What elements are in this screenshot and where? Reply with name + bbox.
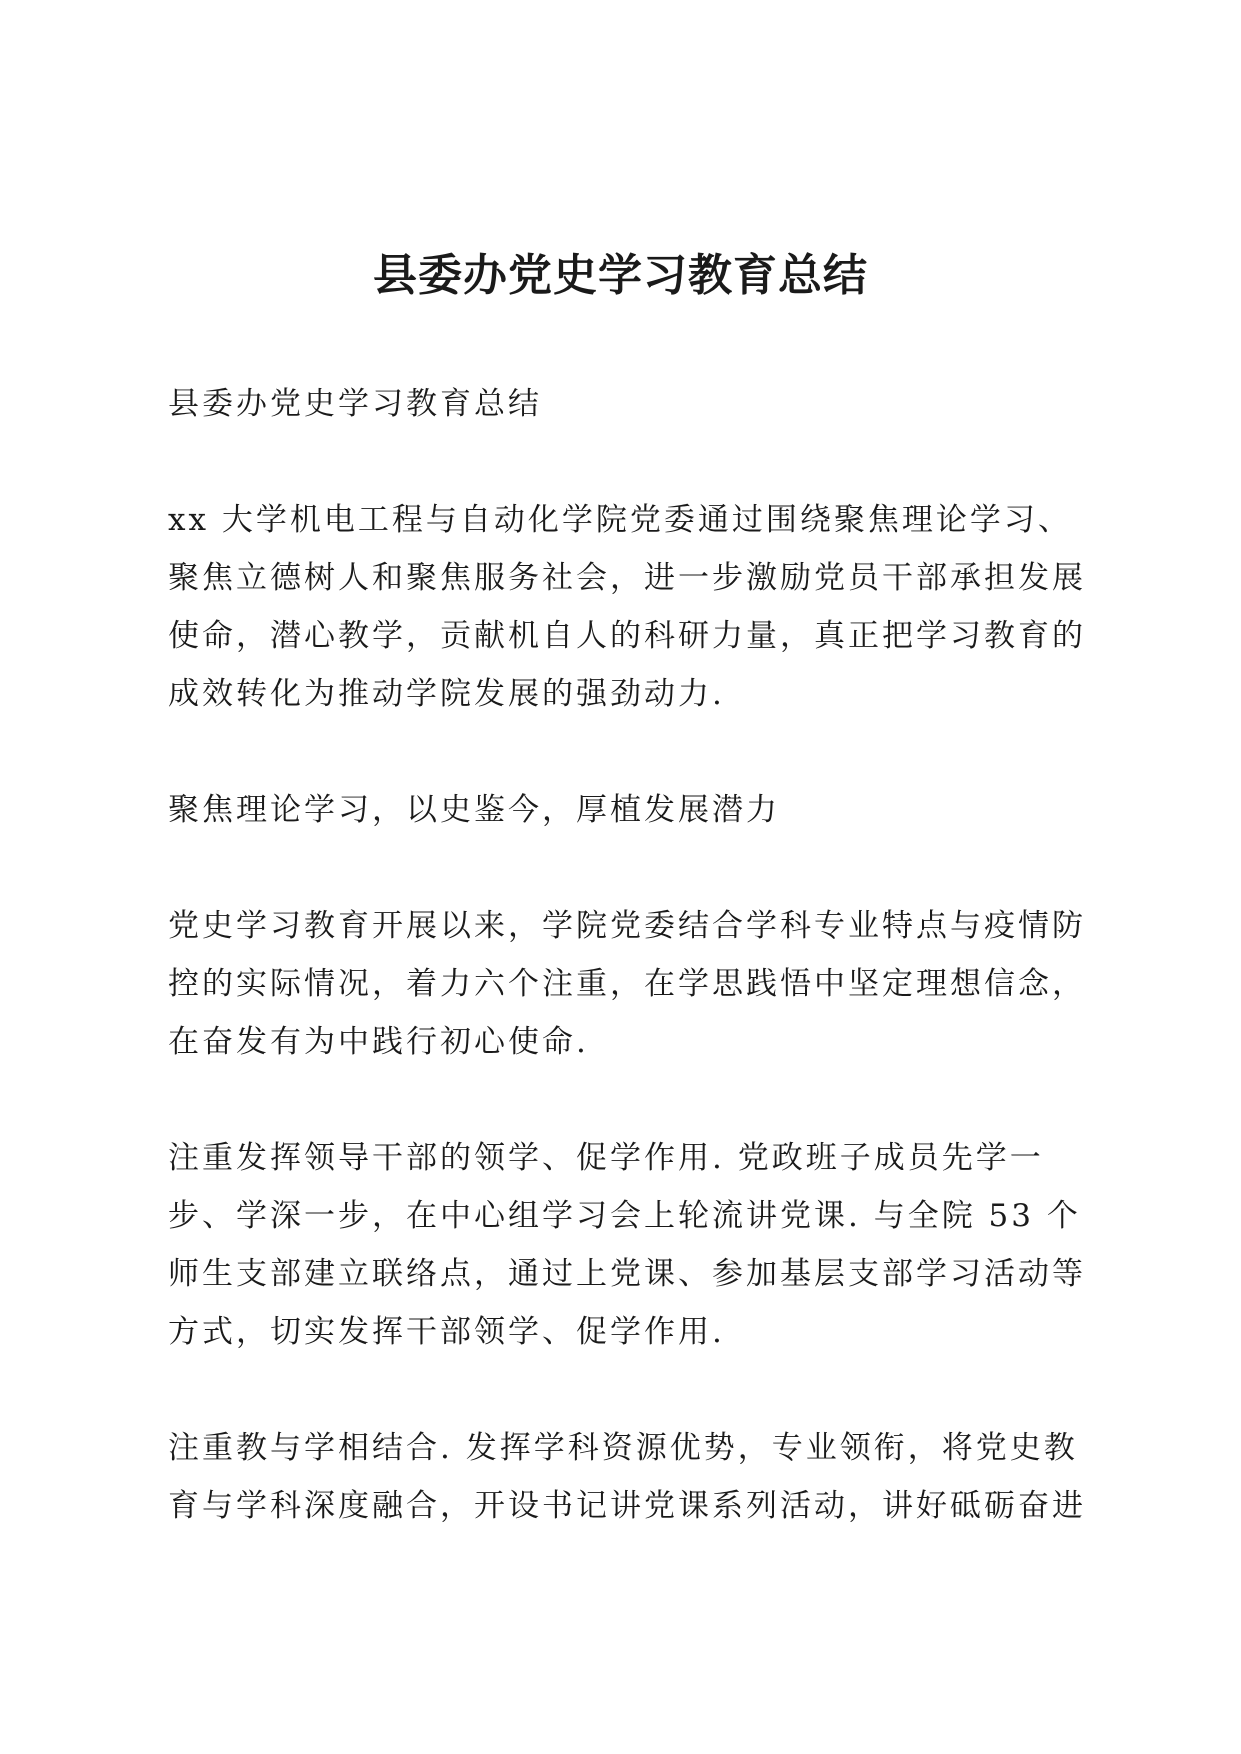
subtitle-paragraph: 县委办党史学习教育总结 <box>168 386 542 422</box>
section-heading: 聚焦理论学习，以史鉴今，厚植发展潜力 <box>168 792 780 828</box>
body-paragraph: 注重教与学相结合. 发挥学科资源优势，专业领衔，将党史教育与学科深度融合，开设书记讲党课系列活动，讲好砥砺奋进 <box>168 1430 1086 1524</box>
document-title: 县委办党史学习教育总结 <box>373 250 868 301</box>
body-paragraph: 注重发挥领导干部的领学、促学作用. 党政班子成员先学一步、学深一步，在中心组学习会上轮流讲党课. 与全院 53 个师生支部建立联络点，通过上党课、参加基层支部学习活动等方式，切实发挥干部领学、促学作用. <box>168 1140 1086 1350</box>
body-paragraph: 党史学习教育开展以来，学院党委结合学科专业特点与疫情防控的实际情况，着力六个注重，在学思践悟中坚定理想信念，在奋发有为中践行初心使命. <box>168 908 1086 1060</box>
document-body <box>168 375 1088 1593</box>
intro-paragraph: xx 大学机电工程与自动化学院党委通过围绕聚焦理论学习、聚焦立德树人和聚焦服务社会，进一步激励党员干部承担发展使命，潜心教学，贡献机自人的科研力量，真正把学习教育的成效转化为推动学院发展的强劲动力. <box>168 502 1086 712</box>
